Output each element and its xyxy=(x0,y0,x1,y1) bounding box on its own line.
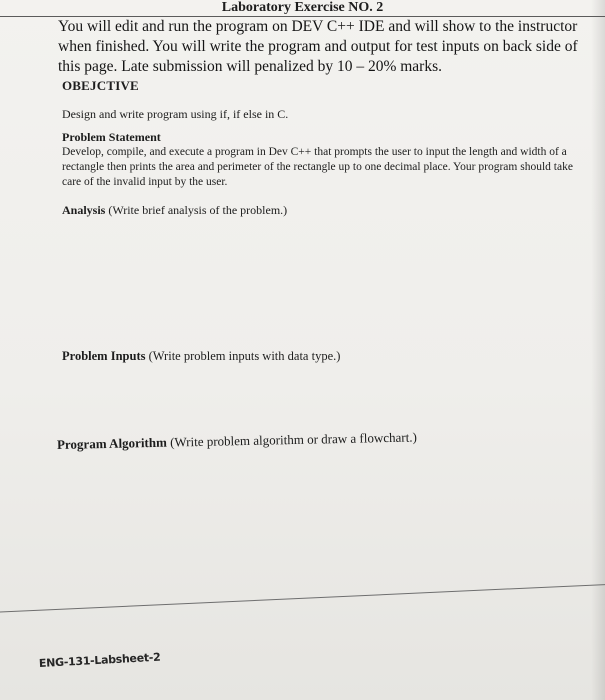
problem-statement-heading: Problem Statement xyxy=(62,130,161,144)
analysis-label: Analysis xyxy=(62,203,106,217)
page-edge-shadow xyxy=(591,0,605,700)
footer-code: ENG-131-Labsheet-2 xyxy=(38,650,161,670)
program-algorithm-hint: (Write problem algorithm or draw a flowchart.) xyxy=(169,429,417,450)
instructions-text: You will edit and run the program on DEV C++ IDE and will show to the instructor when finished. You will write the program and output for test inputs on back side of this page. Late submission will penalized by 10 – 20% marks. xyxy=(58,18,578,75)
analysis-hint: (Write brief analysis of the problem.) xyxy=(108,203,288,217)
objective-heading: OBEJCTIVE xyxy=(62,78,139,93)
problem-inputs-label: Problem Inputs xyxy=(62,349,146,363)
footer-divider xyxy=(0,583,605,613)
problem-inputs-hint: (Write problem inputs with data type.) xyxy=(148,349,341,363)
program-algorithm-section xyxy=(57,429,417,453)
objective-text: Design and write program using if, if else in C. xyxy=(62,107,289,121)
problem-statement-text: Develop, compile, and execute a program in Dev C++ that prompts the user to input the length and width of a rectangle then prints the area and perimeter of the rectangle up to one decimal place. Your program should take care of the invalid input by the user. xyxy=(62,146,573,188)
analysis-section xyxy=(62,203,287,218)
program-algorithm-label: Program Algorithm xyxy=(56,434,168,452)
page-title: Laboratory Exercise NO. 2 xyxy=(0,0,605,17)
problem-inputs-section xyxy=(62,349,340,364)
